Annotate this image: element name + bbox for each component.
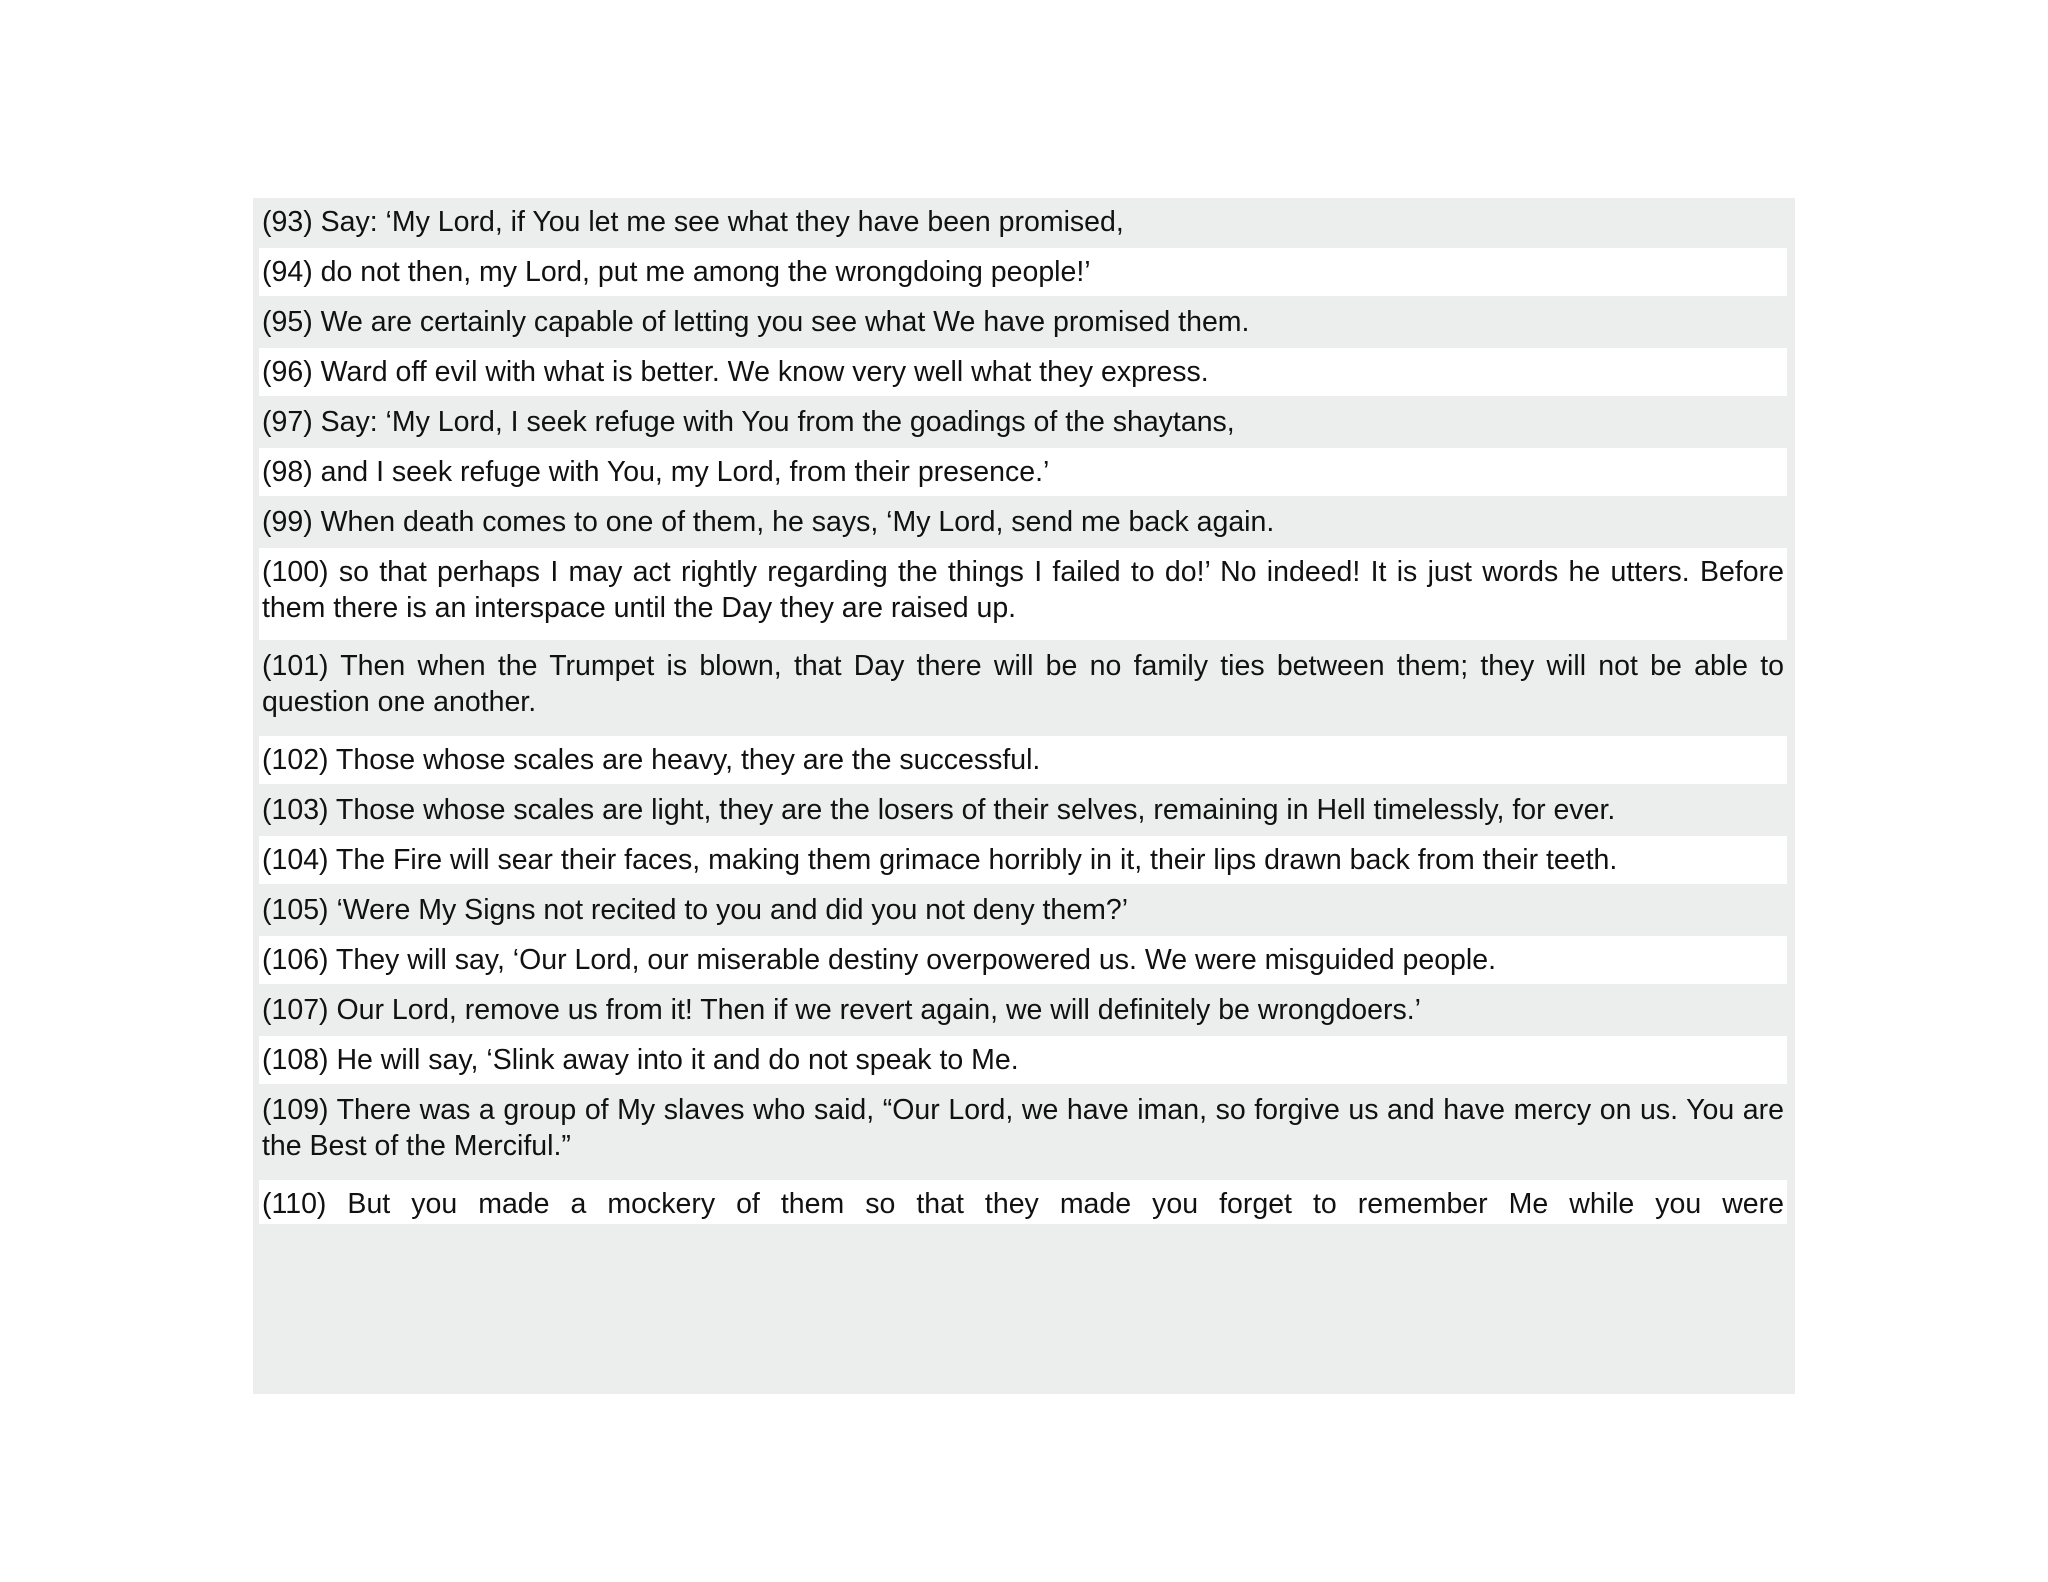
verse-text: (93) Say: ‘My Lord, if You let me see what they have been promised, [262,206,1124,238]
verse-row-106 [259,936,1787,984]
verse-text: (100) so that perhaps I may act rightly regarding the things I failed to do!’ No indeed! It is just words he utters. Before them there is an interspace until the Day they are raised up. [262,556,1784,624]
verse-text: (94) do not then, my Lord, put me among the wrongdoing people!’ [262,256,1091,288]
verse-row-109 [259,1086,1787,1178]
verse-text: (104) The Fire will sear their faces, making them grimace horribly in it, their lips drawn back from their teeth. [262,844,1618,876]
verse-table [253,198,1795,1394]
verse-row-105 [259,886,1787,934]
verse-row-104 [259,836,1787,884]
verse-list [259,198,1787,1226]
verse-text: (99) When death comes to one of them, he says, ‘My Lord, send me back again. [262,506,1275,538]
verse-row-102 [259,736,1787,784]
verse-text: (107) Our Lord, remove us from it! Then if we revert again, we will definitely be wrongdoers.’ [262,994,1421,1026]
verse-row-100 [259,548,1787,640]
verse-row-95 [259,298,1787,346]
verse-text: (96) Ward off evil with what is better. We know very well what they express. [262,356,1209,388]
verse-text: (105) ‘Were My Signs not recited to you and did you not deny them?’ [262,894,1129,926]
verse-text: (109) There was a group of My slaves who said, “Our Lord, we have iman, so forgive us and have mercy on us. You are the Best of the Merciful.” [262,1094,1784,1162]
verse-text: (108) He will say, ‘Slink away into it and do not speak to Me. [262,1044,1019,1076]
verse-row-97 [259,398,1787,446]
verse-text: (110) But you made a mockery of them so that they made you forget to remember Me while you were [262,1188,1784,1220]
verse-row-103 [259,786,1787,834]
verse-row-108 [259,1036,1787,1084]
verse-row-93 [259,198,1787,246]
verse-row-96 [259,348,1787,396]
verse-text: (95) We are certainly capable of letting you see what We have promised them. [262,306,1250,338]
verse-row-98 [259,448,1787,496]
verse-text: (98) and I seek refuge with You, my Lord, from their presence.’ [262,456,1050,488]
verse-text: (97) Say: ‘My Lord, I seek refuge with You from the goadings of the shaytans, [262,406,1235,438]
verse-row-94 [259,248,1787,296]
verse-row-101 [259,642,1787,734]
verse-row-110 [259,1180,1787,1224]
verse-text: (101) Then when the Trumpet is blown, that Day there will be no family ties between them; they will not be able to question one another. [262,650,1784,718]
verse-text: (102) Those whose scales are heavy, they are the successful. [262,744,1041,776]
verse-row-107 [259,986,1787,1034]
verse-text: (106) They will say, ‘Our Lord, our miserable destiny overpowered us. We were misguided people. [262,944,1497,976]
verse-row-99 [259,498,1787,546]
verse-text: (103) Those whose scales are light, they are the losers of their selves, remaining in Hell timelessly, for ever. [262,794,1616,826]
